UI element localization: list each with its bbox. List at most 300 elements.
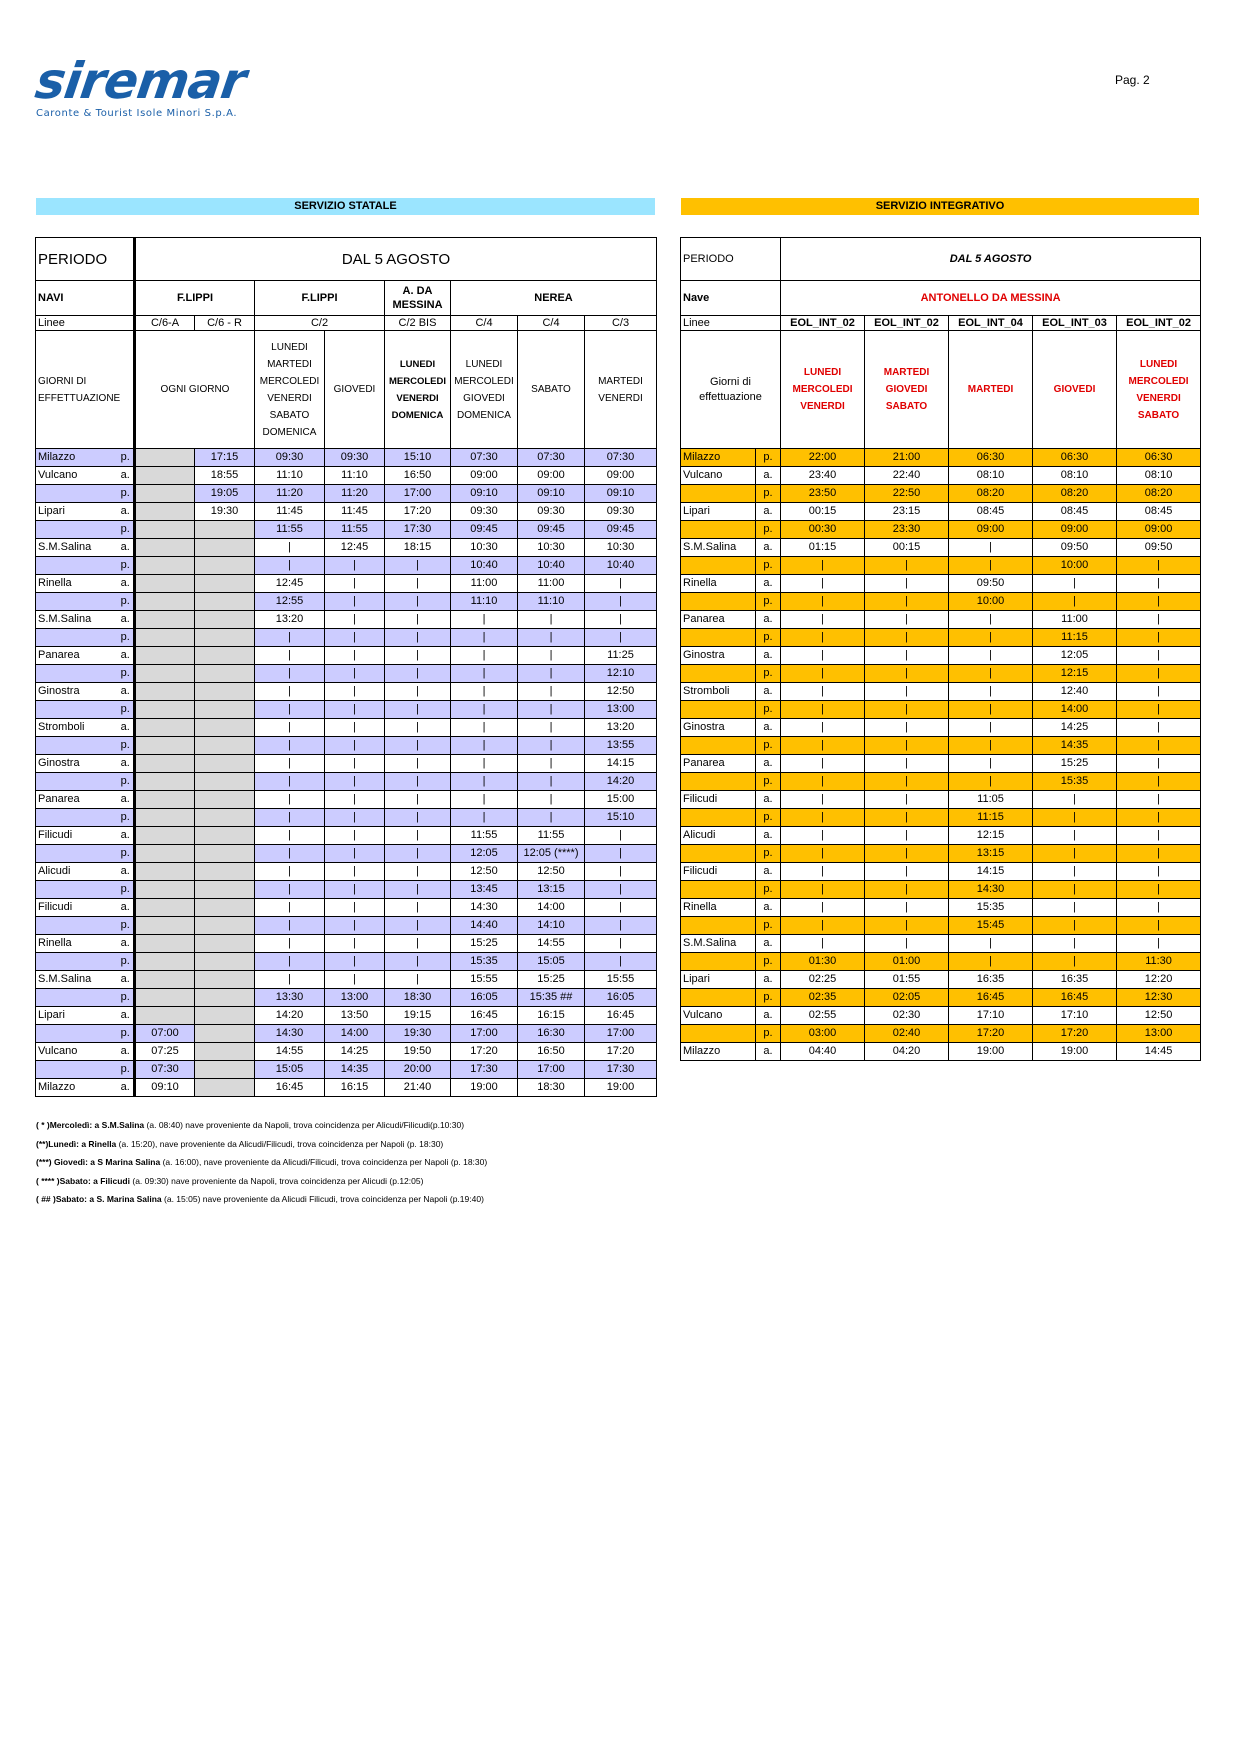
table-row xyxy=(681,1007,1201,1025)
time-cell xyxy=(135,755,195,773)
time-cell: | xyxy=(1033,845,1117,863)
station-name xyxy=(681,593,756,611)
station-name xyxy=(681,557,756,575)
arr-dep-marker: a. xyxy=(118,719,135,737)
periodo-label: PERIODO xyxy=(36,238,135,281)
station-name xyxy=(36,485,118,503)
station-name: Panarea xyxy=(36,791,118,809)
time-cell: 13:00 xyxy=(1117,1025,1201,1043)
arr-dep-marker: p. xyxy=(118,881,135,899)
time-cell: 01:00 xyxy=(865,953,949,971)
arr-dep-marker: p. xyxy=(756,485,781,503)
table-row xyxy=(681,737,1201,755)
time-cell: | xyxy=(255,665,325,683)
station-name: Vulcano xyxy=(681,467,756,485)
time-cell: 02:55 xyxy=(781,1007,865,1025)
time-cell: | xyxy=(255,971,325,989)
time-cell: 11:00 xyxy=(451,575,518,593)
time-cell: 16:45 xyxy=(1033,989,1117,1007)
time-cell: 10:30 xyxy=(518,539,585,557)
time-cell: 11:55 xyxy=(451,827,518,845)
station-name: S.M.Salina xyxy=(681,935,756,953)
station-name: Rinella xyxy=(681,575,756,593)
table-row xyxy=(681,503,1201,521)
station-name: S.M.Salina xyxy=(36,539,118,557)
station-name: Filicudi xyxy=(681,791,756,809)
periodo-label: PERIODO xyxy=(681,238,781,281)
station-name: Milazzo xyxy=(681,449,756,467)
time-cell: | xyxy=(325,557,385,575)
time-cell: 09:30 xyxy=(585,503,657,521)
time-cell: 09:30 xyxy=(325,449,385,467)
time-cell: 11:55 xyxy=(325,521,385,539)
station-name: Rinella xyxy=(36,575,118,593)
time-cell: 07:30 xyxy=(451,449,518,467)
time-cell: 01:55 xyxy=(865,971,949,989)
time-cell: 13:45 xyxy=(451,881,518,899)
time-cell: 09:10 xyxy=(518,485,585,503)
time-cell: 07:00 xyxy=(135,1025,195,1043)
time-cell: 11:20 xyxy=(255,485,325,503)
time-cell: 17:20 xyxy=(451,1043,518,1061)
table-row xyxy=(36,1007,657,1025)
time-cell: | xyxy=(865,629,949,647)
time-cell xyxy=(195,917,255,935)
time-cell: 06:30 xyxy=(1117,449,1201,467)
time-cell: | xyxy=(949,665,1033,683)
table-row xyxy=(681,719,1201,737)
time-cell xyxy=(135,845,195,863)
time-cell: 19:50 xyxy=(385,1043,451,1061)
time-cell: | xyxy=(255,935,325,953)
ship-name: F.LIPPI xyxy=(255,281,385,316)
table-row xyxy=(36,989,657,1007)
time-cell xyxy=(135,935,195,953)
table-row xyxy=(681,863,1201,881)
time-cell: | xyxy=(781,701,865,719)
arr-dep-marker: a. xyxy=(118,503,135,521)
time-cell xyxy=(135,665,195,683)
time-cell: 13:50 xyxy=(325,1007,385,1025)
time-cell: 12:55 xyxy=(255,593,325,611)
station-name xyxy=(36,701,118,719)
time-cell: | xyxy=(781,647,865,665)
time-cell: | xyxy=(451,755,518,773)
station-name xyxy=(681,521,756,539)
time-cell: | xyxy=(1117,647,1201,665)
time-cell: 14:35 xyxy=(325,1061,385,1079)
time-cell: 15:25 xyxy=(451,935,518,953)
time-cell: | xyxy=(781,719,865,737)
time-cell: | xyxy=(781,593,865,611)
table-row xyxy=(36,899,657,917)
days-cell: GIOVEDI xyxy=(1033,331,1117,449)
table-row xyxy=(681,647,1201,665)
station-name xyxy=(681,845,756,863)
time-cell: 08:20 xyxy=(1117,485,1201,503)
linea-code: C/4 xyxy=(518,316,585,331)
arr-dep-marker: a. xyxy=(118,1043,135,1061)
table-row xyxy=(36,953,657,971)
time-cell: 10:40 xyxy=(518,557,585,575)
table-row xyxy=(681,629,1201,647)
table-row xyxy=(681,539,1201,557)
time-cell: 11:55 xyxy=(255,521,325,539)
table-row xyxy=(36,917,657,935)
time-cell: 09:45 xyxy=(585,521,657,539)
time-cell: | xyxy=(949,539,1033,557)
footnote xyxy=(36,1116,487,1135)
time-cell xyxy=(195,899,255,917)
time-cell: | xyxy=(865,935,949,953)
time-cell: 19:00 xyxy=(1033,1043,1117,1061)
time-cell: 19:15 xyxy=(385,1007,451,1025)
time-cell: | xyxy=(865,737,949,755)
time-cell xyxy=(135,809,195,827)
time-cell: 09:30 xyxy=(518,503,585,521)
time-cell: 19:00 xyxy=(585,1079,657,1097)
time-cell xyxy=(135,557,195,575)
table-row xyxy=(681,557,1201,575)
arr-dep-marker: p. xyxy=(118,557,135,575)
time-cell: 04:40 xyxy=(781,1043,865,1061)
arr-dep-marker: a. xyxy=(756,611,781,629)
time-cell: 16:45 xyxy=(451,1007,518,1025)
time-cell: 07:30 xyxy=(135,1061,195,1079)
linea-code: C/3 xyxy=(585,316,657,331)
table-row xyxy=(36,485,657,503)
time-cell: 15:05 xyxy=(518,953,585,971)
time-cell: 00:15 xyxy=(781,503,865,521)
table-row xyxy=(681,917,1201,935)
time-cell: | xyxy=(325,809,385,827)
time-cell: | xyxy=(385,953,451,971)
arr-dep-marker: a. xyxy=(756,503,781,521)
ship-name: ANTONELLO DA MESSINA xyxy=(781,281,1201,316)
time-cell: | xyxy=(325,755,385,773)
time-cell: | xyxy=(385,629,451,647)
time-cell: | xyxy=(1033,917,1117,935)
time-cell: | xyxy=(255,863,325,881)
table-row xyxy=(36,647,657,665)
time-cell: | xyxy=(255,647,325,665)
footnote-key: ( **** )Sabato: a Filicudi xyxy=(36,1175,130,1186)
time-cell: 12:40 xyxy=(1033,683,1117,701)
time-cell xyxy=(195,755,255,773)
arr-dep-marker: p. xyxy=(756,737,781,755)
days-cell: MARTEDI GIOVEDI SABATO xyxy=(865,331,949,449)
time-cell: | xyxy=(781,791,865,809)
ship-name: NEREA xyxy=(451,281,657,316)
table-row xyxy=(36,683,657,701)
time-cell: | xyxy=(781,863,865,881)
station-name: Vulcano xyxy=(36,467,118,485)
time-cell xyxy=(195,521,255,539)
time-cell: | xyxy=(255,953,325,971)
time-cell: 17:00 xyxy=(451,1025,518,1043)
time-cell: | xyxy=(781,665,865,683)
time-cell: | xyxy=(781,557,865,575)
time-cell: | xyxy=(451,791,518,809)
time-cell xyxy=(135,719,195,737)
table-row xyxy=(681,683,1201,701)
time-cell: | xyxy=(1117,611,1201,629)
time-cell: | xyxy=(865,611,949,629)
station-name: S.M.Salina xyxy=(36,971,118,989)
time-cell: 15:25 xyxy=(518,971,585,989)
footnote xyxy=(36,1153,487,1172)
arr-dep-marker: p. xyxy=(118,845,135,863)
table-row xyxy=(681,827,1201,845)
time-cell: | xyxy=(585,935,657,953)
days-cell: MARTEDI VENERDI xyxy=(585,331,657,449)
time-cell: 08:45 xyxy=(949,503,1033,521)
time-cell: 21:40 xyxy=(385,1079,451,1097)
time-cell: | xyxy=(865,773,949,791)
time-cell: | xyxy=(385,791,451,809)
table-row xyxy=(681,953,1201,971)
time-cell: 14:30 xyxy=(451,899,518,917)
time-cell: | xyxy=(949,557,1033,575)
station-name: Ginostra xyxy=(681,719,756,737)
time-cell xyxy=(195,1043,255,1061)
time-cell: 22:00 xyxy=(781,449,865,467)
footnote-key: ( ## )Sabato: a S. Marina Salina xyxy=(36,1194,162,1204)
table-row xyxy=(681,791,1201,809)
time-cell: | xyxy=(255,809,325,827)
table-row xyxy=(681,1043,1201,1061)
time-cell: | xyxy=(585,629,657,647)
time-cell: 09:10 xyxy=(451,485,518,503)
time-cell xyxy=(195,683,255,701)
arr-dep-marker: p. xyxy=(118,521,135,539)
table-row xyxy=(681,701,1201,719)
time-cell: 11:15 xyxy=(1033,629,1117,647)
station-name: Milazzo xyxy=(681,1043,756,1061)
time-cell: 14:25 xyxy=(1033,719,1117,737)
time-cell: 10:30 xyxy=(451,539,518,557)
arr-dep-marker: p. xyxy=(756,989,781,1007)
time-cell: | xyxy=(385,845,451,863)
time-cell: | xyxy=(865,791,949,809)
arr-dep-marker: p. xyxy=(118,1061,135,1079)
time-cell: | xyxy=(518,809,585,827)
time-cell: 07:30 xyxy=(518,449,585,467)
time-cell: 17:20 xyxy=(385,503,451,521)
time-cell: 01:15 xyxy=(781,539,865,557)
time-cell: 12:05 xyxy=(1033,647,1117,665)
time-cell: | xyxy=(781,935,865,953)
time-cell: | xyxy=(781,611,865,629)
time-cell xyxy=(135,917,195,935)
time-cell xyxy=(135,629,195,647)
time-cell: | xyxy=(325,593,385,611)
time-cell: | xyxy=(385,809,451,827)
time-cell: | xyxy=(385,881,451,899)
arr-dep-marker: p. xyxy=(756,1025,781,1043)
time-cell: | xyxy=(1117,557,1201,575)
station-name xyxy=(681,917,756,935)
time-cell: | xyxy=(1117,935,1201,953)
station-name xyxy=(36,629,118,647)
time-cell: | xyxy=(949,719,1033,737)
arr-dep-marker: p. xyxy=(756,953,781,971)
time-cell: 15:05 xyxy=(255,1061,325,1079)
time-cell: | xyxy=(325,629,385,647)
arr-dep-marker: p. xyxy=(118,701,135,719)
time-cell: | xyxy=(518,755,585,773)
station-name: S.M.Salina xyxy=(36,611,118,629)
table-row xyxy=(681,773,1201,791)
time-cell: | xyxy=(325,917,385,935)
station-name: Filicudi xyxy=(36,899,118,917)
arr-dep-marker: p. xyxy=(118,449,135,467)
table-row xyxy=(681,845,1201,863)
time-cell: 09:00 xyxy=(585,467,657,485)
linea-code: C/2 BIS xyxy=(385,316,451,331)
arr-dep-marker: a. xyxy=(756,539,781,557)
time-cell: | xyxy=(325,881,385,899)
time-cell: | xyxy=(1117,593,1201,611)
linea-code: EOL_INT_04 xyxy=(949,316,1033,331)
time-cell xyxy=(195,845,255,863)
time-cell: | xyxy=(865,881,949,899)
arr-dep-marker: p. xyxy=(118,629,135,647)
time-cell: 20:00 xyxy=(385,1061,451,1079)
linea-code: EOL_INT_02 xyxy=(1117,316,1201,331)
linea-code: EOL_INT_02 xyxy=(781,316,865,331)
arr-dep-marker: a. xyxy=(756,719,781,737)
time-cell: | xyxy=(325,683,385,701)
time-cell xyxy=(195,863,255,881)
time-cell xyxy=(135,1007,195,1025)
time-cell: 06:30 xyxy=(1033,449,1117,467)
arr-dep-marker: a. xyxy=(756,899,781,917)
time-cell: 14:55 xyxy=(255,1043,325,1061)
time-cell: 11:10 xyxy=(451,593,518,611)
days-cell: OGNI GIORNO xyxy=(135,331,255,449)
time-cell: | xyxy=(781,809,865,827)
time-cell: 17:10 xyxy=(1033,1007,1117,1025)
time-cell: | xyxy=(255,737,325,755)
time-cell: | xyxy=(949,935,1033,953)
table-row xyxy=(681,449,1201,467)
table-row xyxy=(681,593,1201,611)
time-cell: | xyxy=(451,809,518,827)
time-cell: 16:05 xyxy=(451,989,518,1007)
time-cell: 19:00 xyxy=(451,1079,518,1097)
time-cell: 13:20 xyxy=(255,611,325,629)
table-row xyxy=(681,521,1201,539)
time-cell: 09:50 xyxy=(1117,539,1201,557)
station-name: Ginostra xyxy=(681,647,756,665)
time-cell: | xyxy=(325,863,385,881)
time-cell: 11:55 xyxy=(518,827,585,845)
table-row xyxy=(36,881,657,899)
footnotes xyxy=(36,1116,487,1209)
station-name: Filicudi xyxy=(36,827,118,845)
siremar-logo xyxy=(31,52,296,119)
time-cell: 15:35 ## xyxy=(518,989,585,1007)
time-cell: | xyxy=(1033,899,1117,917)
time-cell: | xyxy=(385,557,451,575)
time-cell: 18:55 xyxy=(195,467,255,485)
arr-dep-marker: a. xyxy=(118,1007,135,1025)
days-cell: LUNEDI MERCOLEDI VENERDI xyxy=(781,331,865,449)
time-cell: | xyxy=(585,827,657,845)
time-cell xyxy=(135,485,195,503)
time-cell: 14:15 xyxy=(585,755,657,773)
time-cell: 14:10 xyxy=(518,917,585,935)
time-cell: | xyxy=(865,575,949,593)
footnote-text: (a. 15:20), nave proveniente da Alicudi/Filicudi, trova coincidenza per Napoli (p. 18:30) xyxy=(116,1138,444,1149)
time-cell: 11:00 xyxy=(518,575,585,593)
time-cell: 14:00 xyxy=(325,1025,385,1043)
time-cell: 09:45 xyxy=(518,521,585,539)
time-cell: 14:40 xyxy=(451,917,518,935)
time-cell: 10:40 xyxy=(451,557,518,575)
station-name: Lipari xyxy=(36,1007,118,1025)
time-cell: 13:15 xyxy=(518,881,585,899)
ship-name: A. DA MESSINA xyxy=(385,281,451,316)
arr-dep-marker: a. xyxy=(756,1007,781,1025)
time-cell xyxy=(195,593,255,611)
station-name xyxy=(681,485,756,503)
time-cell: 18:15 xyxy=(385,539,451,557)
table-row xyxy=(36,1025,657,1043)
time-cell: | xyxy=(949,647,1033,665)
time-cell: | xyxy=(255,773,325,791)
time-cell: | xyxy=(781,881,865,899)
station-name xyxy=(36,773,118,791)
time-cell: | xyxy=(518,773,585,791)
time-cell: 19:05 xyxy=(195,485,255,503)
time-cell: | xyxy=(585,953,657,971)
time-cell: 08:20 xyxy=(949,485,1033,503)
time-cell: 03:00 xyxy=(781,1025,865,1043)
time-cell: | xyxy=(781,845,865,863)
time-cell: 11:45 xyxy=(325,503,385,521)
time-cell: | xyxy=(1033,575,1117,593)
time-cell: | xyxy=(325,701,385,719)
time-cell xyxy=(135,863,195,881)
time-cell: 12:15 xyxy=(1033,665,1117,683)
time-cell xyxy=(135,575,195,593)
time-cell: | xyxy=(1117,719,1201,737)
time-cell: | xyxy=(518,719,585,737)
time-cell: | xyxy=(1117,665,1201,683)
station-name: S.M.Salina xyxy=(681,539,756,557)
servizio-integrativo-band: SERVIZIO INTEGRATIVO xyxy=(681,198,1199,215)
station-name xyxy=(36,881,118,899)
time-cell: | xyxy=(1117,827,1201,845)
nave-label: Nave xyxy=(681,281,781,316)
table-row xyxy=(681,899,1201,917)
time-cell: | xyxy=(1117,773,1201,791)
time-cell: | xyxy=(325,935,385,953)
station-name xyxy=(681,953,756,971)
time-cell: | xyxy=(385,935,451,953)
time-cell: | xyxy=(1117,737,1201,755)
time-cell: | xyxy=(385,755,451,773)
time-cell: | xyxy=(865,683,949,701)
time-cell: 14:00 xyxy=(1033,701,1117,719)
time-cell xyxy=(135,521,195,539)
time-cell: | xyxy=(451,737,518,755)
time-cell: | xyxy=(518,611,585,629)
time-cell: | xyxy=(1117,791,1201,809)
time-cell xyxy=(135,539,195,557)
